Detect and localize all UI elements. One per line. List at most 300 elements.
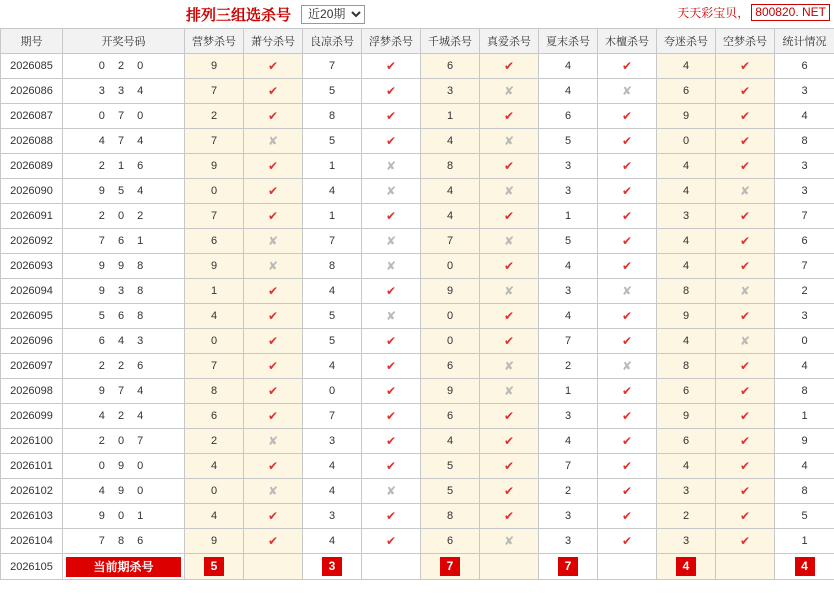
cross-icon: ✘ (362, 479, 421, 504)
check-icon: ✔ (598, 204, 657, 229)
check-icon: ✔ (480, 204, 539, 229)
cell-kill-number: 2 (185, 429, 244, 454)
th-expert-10: 空梦杀号 (716, 29, 775, 54)
kill-number-badge: 4 (676, 557, 696, 576)
cell-kill-number: 8 (775, 379, 834, 404)
check-icon: ✔ (716, 479, 775, 504)
table-row (1, 54, 834, 79)
cross-icon: ✘ (362, 179, 421, 204)
cell-draw-number: 0 2 0 (63, 54, 185, 79)
cell-period: 2026105 (1, 554, 63, 580)
cross-icon: ✘ (716, 279, 775, 304)
cell-kill-number: 3 (539, 529, 598, 554)
check-icon: ✔ (362, 379, 421, 404)
cell-period: 2026086 (1, 79, 63, 104)
check-icon: ✔ (480, 54, 539, 79)
th-expert-7: 夏末杀号 (539, 29, 598, 54)
cell-kill-number: 6 (421, 354, 480, 379)
cell-kill-number: 0 (185, 329, 244, 354)
cell-kill-number: 0 (421, 329, 480, 354)
cell-kill-number: 4 (657, 179, 716, 204)
cross-icon: ✘ (598, 354, 657, 379)
cell-draw-number: 0 7 0 (63, 104, 185, 129)
cell-kill-number: 8 (421, 154, 480, 179)
th-expert-9: 夸迷杀号 (657, 29, 716, 54)
check-icon: ✔ (598, 379, 657, 404)
th-expert-1: 营梦杀号 (185, 29, 244, 54)
cell-draw-number: 2 2 6 (63, 354, 185, 379)
cell-kill-number: 8 (421, 504, 480, 529)
check-icon: ✔ (244, 504, 303, 529)
check-icon: ✔ (244, 54, 303, 79)
table-header (1, 29, 834, 54)
check-icon: ✔ (598, 104, 657, 129)
cell-kill-number: 8 (775, 479, 834, 504)
check-icon: ✔ (716, 454, 775, 479)
cell-kill-number: 7 (775, 254, 834, 279)
check-icon: ✔ (362, 529, 421, 554)
check-icon: ✔ (716, 379, 775, 404)
cell-kill-number: 4 (303, 179, 362, 204)
check-icon: ✔ (480, 329, 539, 354)
kill-number-badge: 5 (204, 557, 224, 576)
cell-kill-number: 1 (775, 404, 834, 429)
cell-kill-number: 2 (539, 479, 598, 504)
cell-kill-number: 4 (303, 279, 362, 304)
cell-kill-number: 9 (775, 429, 834, 454)
check-icon: ✔ (362, 329, 421, 354)
cross-icon: ✘ (362, 154, 421, 179)
cell-period: 2026100 (1, 429, 63, 454)
cell-kill-number: 1 (185, 279, 244, 304)
cell-kill-number: 1 (539, 204, 598, 229)
cell-kill-number: 6 (657, 379, 716, 404)
check-icon: ✔ (598, 129, 657, 154)
th-expert-6: 真爱杀号 (480, 29, 539, 54)
cell-kill-number: 6 (421, 529, 480, 554)
kill-number-badge: 4 (795, 557, 815, 576)
check-icon: ✔ (480, 254, 539, 279)
cell-draw-number: 3 3 4 (63, 79, 185, 104)
cell-kill-number: 8 (775, 129, 834, 154)
check-icon: ✔ (598, 154, 657, 179)
check-icon: ✔ (716, 54, 775, 79)
cell-kill-number: 9 (657, 104, 716, 129)
cell-kill-number: 8 (303, 104, 362, 129)
cell-kill-number: 6 (775, 229, 834, 254)
cell-kill-number: 0 (303, 379, 362, 404)
check-icon: ✔ (598, 179, 657, 204)
cell-kill-number: 3 (657, 479, 716, 504)
cell-current-kill (539, 554, 598, 580)
cell-kill-number: 4 (775, 104, 834, 129)
cell-kill-number: 8 (303, 254, 362, 279)
cell-kill-number: 4 (539, 79, 598, 104)
cell-kill-number: 1 (539, 379, 598, 404)
cell-kill-number: 5 (539, 229, 598, 254)
cell-kill-number: 6 (775, 54, 834, 79)
cell-kill-number: 3 (539, 404, 598, 429)
check-icon: ✔ (244, 204, 303, 229)
cell-kill-number: 1 (775, 529, 834, 554)
cell-period: 2026087 (1, 104, 63, 129)
cell-kill-number: 7 (185, 79, 244, 104)
mark-placeholder (716, 554, 775, 580)
cell-kill-number: 4 (185, 304, 244, 329)
cell-draw-number: 6 4 3 (63, 329, 185, 354)
cell-kill-number: 6 (657, 79, 716, 104)
cross-icon: ✘ (480, 529, 539, 554)
cell-kill-number: 9 (421, 279, 480, 304)
cell-draw-number: 9 7 4 (63, 379, 185, 404)
cell-draw-number: 2 0 7 (63, 429, 185, 454)
check-icon: ✔ (480, 429, 539, 454)
cell-kill-number: 1 (303, 204, 362, 229)
cell-period: 2026102 (1, 479, 63, 504)
table-body (1, 54, 834, 580)
check-icon: ✔ (716, 504, 775, 529)
cell-draw-number: 0 9 0 (63, 454, 185, 479)
cross-icon: ✘ (716, 179, 775, 204)
cell-kill-number: 9 (421, 379, 480, 404)
cell-kill-number: 4 (539, 254, 598, 279)
table-row (1, 479, 834, 504)
check-icon: ✔ (598, 429, 657, 454)
th-expert-8: 木檀杀号 (598, 29, 657, 54)
mark-placeholder (244, 554, 303, 580)
cell-period: 2026103 (1, 504, 63, 529)
check-icon: ✔ (480, 404, 539, 429)
brand-site-box: 800820. NET (751, 4, 830, 21)
cell-kill-number: 4 (303, 454, 362, 479)
cell-kill-number: 6 (185, 404, 244, 429)
check-icon: ✔ (480, 504, 539, 529)
table-row (1, 379, 834, 404)
current-period-row (1, 554, 834, 580)
check-icon: ✔ (598, 229, 657, 254)
check-icon: ✔ (716, 304, 775, 329)
kill-number-table (0, 28, 834, 580)
cross-icon: ✘ (480, 79, 539, 104)
cell-kill-number: 9 (657, 304, 716, 329)
cell-period: 2026093 (1, 254, 63, 279)
check-icon: ✔ (716, 204, 775, 229)
cell-kill-number: 4 (421, 204, 480, 229)
cell-kill-number: 3 (539, 179, 598, 204)
table-row (1, 329, 834, 354)
cell-draw-number: 7 6 1 (63, 229, 185, 254)
check-icon: ✔ (480, 454, 539, 479)
cell-kill-number: 4 (303, 479, 362, 504)
check-icon: ✔ (244, 329, 303, 354)
current-kill-label-text: 当前期杀号 (66, 557, 181, 577)
th-expert-5: 千城杀号 (421, 29, 480, 54)
cross-icon: ✘ (480, 379, 539, 404)
table-row (1, 429, 834, 454)
cell-period: 2026104 (1, 529, 63, 554)
check-icon: ✔ (362, 204, 421, 229)
check-icon: ✔ (362, 454, 421, 479)
check-icon: ✔ (244, 529, 303, 554)
cell-kill-number: 5 (303, 304, 362, 329)
cell-kill-number: 2 (657, 504, 716, 529)
cell-kill-number: 5 (421, 479, 480, 504)
table-row (1, 204, 834, 229)
check-icon: ✔ (362, 279, 421, 304)
table-row (1, 229, 834, 254)
cell-kill-number: 6 (657, 429, 716, 454)
cell-kill-number: 4 (657, 154, 716, 179)
cell-period: 2026097 (1, 354, 63, 379)
cell-draw-number: 9 3 8 (63, 279, 185, 304)
cell-period: 2026094 (1, 279, 63, 304)
cell-period: 2026092 (1, 229, 63, 254)
check-icon: ✔ (598, 329, 657, 354)
cell-kill-number: 6 (539, 104, 598, 129)
cell-draw-number: 9 9 8 (63, 254, 185, 279)
cell-period: 2026091 (1, 204, 63, 229)
cell-draw-number: 9 5 4 (63, 179, 185, 204)
cell-kill-number: 4 (775, 454, 834, 479)
cell-kill-number: 8 (657, 354, 716, 379)
check-icon: ✔ (716, 129, 775, 154)
check-icon: ✔ (716, 154, 775, 179)
cell-draw-number: 4 9 0 (63, 479, 185, 504)
cell-kill-number: 7 (539, 454, 598, 479)
cell-kill-number: 3 (303, 504, 362, 529)
cell-kill-number: 4 (421, 179, 480, 204)
check-icon: ✔ (244, 279, 303, 304)
check-icon: ✔ (362, 104, 421, 129)
check-icon: ✔ (244, 79, 303, 104)
cell-kill-number: 0 (185, 479, 244, 504)
cell-kill-number: 4 (657, 329, 716, 354)
cross-icon: ✘ (480, 279, 539, 304)
cell-draw-number: 2 1 6 (63, 154, 185, 179)
cell-kill-number: 4 (539, 304, 598, 329)
check-icon: ✔ (716, 79, 775, 104)
cell-kill-number: 3 (775, 304, 834, 329)
check-icon: ✔ (362, 504, 421, 529)
cell-period: 2026096 (1, 329, 63, 354)
th-draw: 开奖号码 (63, 29, 185, 54)
table-row (1, 454, 834, 479)
cell-kill-number: 7 (185, 204, 244, 229)
table-row (1, 79, 834, 104)
th-period: 期号 (1, 29, 63, 54)
check-icon: ✔ (244, 154, 303, 179)
cell-kill-number: 1 (303, 154, 362, 179)
table-header-row (1, 29, 834, 54)
cell-kill-number: 6 (421, 404, 480, 429)
cell-kill-number: 7 (539, 329, 598, 354)
cell-kill-number: 4 (303, 529, 362, 554)
check-icon: ✔ (244, 454, 303, 479)
cell-kill-number: 4 (539, 54, 598, 79)
cell-kill-number: 4 (657, 54, 716, 79)
cross-icon: ✘ (598, 79, 657, 104)
table-row (1, 154, 834, 179)
cell-kill-number: 9 (185, 154, 244, 179)
check-icon: ✔ (362, 404, 421, 429)
cell-kill-number: 3 (539, 154, 598, 179)
check-icon: ✔ (244, 104, 303, 129)
cell-kill-number: 7 (185, 129, 244, 154)
cell-kill-number: 4 (185, 454, 244, 479)
cell-kill-number: 3 (775, 154, 834, 179)
cell-current-kill (185, 554, 244, 580)
cell-kill-number: 7 (303, 404, 362, 429)
check-icon: ✔ (598, 404, 657, 429)
cell-kill-number: 6 (185, 229, 244, 254)
cross-icon: ✘ (480, 354, 539, 379)
check-icon: ✔ (244, 404, 303, 429)
cell-kill-number: 0 (185, 179, 244, 204)
cross-icon: ✘ (362, 304, 421, 329)
check-icon: ✔ (244, 304, 303, 329)
cell-current-kill (775, 554, 834, 580)
table-row (1, 279, 834, 304)
table-row (1, 104, 834, 129)
cell-kill-number: 5 (303, 129, 362, 154)
cell-period: 2026098 (1, 379, 63, 404)
page-header (0, 0, 834, 28)
cell-kill-number: 3 (303, 429, 362, 454)
cell-kill-number: 7 (775, 204, 834, 229)
cross-icon: ✘ (244, 479, 303, 504)
cross-icon: ✘ (244, 129, 303, 154)
cell-kill-number: 3 (775, 179, 834, 204)
cell-kill-number: 5 (539, 129, 598, 154)
check-icon: ✔ (598, 254, 657, 279)
current-kill-label (63, 554, 185, 580)
mark-placeholder (480, 554, 539, 580)
cell-kill-number: 3 (539, 504, 598, 529)
cross-icon: ✘ (244, 429, 303, 454)
cell-kill-number: 7 (421, 229, 480, 254)
cell-kill-number: 3 (657, 529, 716, 554)
table-row (1, 529, 834, 554)
cell-period: 2026085 (1, 54, 63, 79)
cell-period: 2026088 (1, 129, 63, 154)
cell-kill-number: 9 (657, 404, 716, 429)
cell-kill-number: 7 (303, 54, 362, 79)
cross-icon: ✘ (362, 229, 421, 254)
cross-icon: ✘ (244, 229, 303, 254)
cell-draw-number: 5 6 8 (63, 304, 185, 329)
cell-kill-number: 7 (185, 354, 244, 379)
check-icon: ✔ (598, 529, 657, 554)
cell-kill-number: 0 (657, 129, 716, 154)
check-icon: ✔ (716, 529, 775, 554)
check-icon: ✔ (716, 404, 775, 429)
cell-period: 2026095 (1, 304, 63, 329)
check-icon: ✔ (362, 79, 421, 104)
cell-kill-number: 2 (539, 354, 598, 379)
check-icon: ✔ (716, 254, 775, 279)
cell-kill-number: 9 (185, 54, 244, 79)
check-icon: ✔ (716, 354, 775, 379)
table-row (1, 179, 834, 204)
check-icon: ✔ (362, 54, 421, 79)
period-range-select[interactable] (301, 5, 365, 24)
th-expert-3: 良凉杀号 (303, 29, 362, 54)
cell-kill-number: 7 (303, 229, 362, 254)
cell-kill-number: 5 (303, 329, 362, 354)
check-icon: ✔ (480, 154, 539, 179)
cell-draw-number: 4 7 4 (63, 129, 185, 154)
table-row (1, 129, 834, 154)
th-expert-4: 浮梦杀号 (362, 29, 421, 54)
check-icon: ✔ (362, 129, 421, 154)
cell-draw-number: 7 8 6 (63, 529, 185, 554)
cell-kill-number: 4 (657, 229, 716, 254)
cell-kill-number: 6 (421, 54, 480, 79)
mark-placeholder (362, 554, 421, 580)
cross-icon: ✘ (598, 279, 657, 304)
cell-kill-number: 1 (421, 104, 480, 129)
cell-draw-number: 9 0 1 (63, 504, 185, 529)
cell-kill-number: 4 (539, 429, 598, 454)
cell-period: 2026090 (1, 179, 63, 204)
kill-number-badge: 7 (558, 557, 578, 576)
cell-kill-number: 9 (185, 529, 244, 554)
table-row (1, 404, 834, 429)
check-icon: ✔ (598, 304, 657, 329)
cell-kill-number: 4 (185, 504, 244, 529)
check-icon: ✔ (716, 429, 775, 454)
table-row (1, 304, 834, 329)
cell-period: 2026089 (1, 154, 63, 179)
check-icon: ✔ (598, 454, 657, 479)
cell-kill-number: 2 (775, 279, 834, 304)
cross-icon: ✘ (362, 254, 421, 279)
cell-draw-number: 2 0 2 (63, 204, 185, 229)
cross-icon: ✘ (716, 329, 775, 354)
cell-current-kill (421, 554, 480, 580)
cell-draw-number: 4 2 4 (63, 404, 185, 429)
cell-period: 2026099 (1, 404, 63, 429)
check-icon: ✔ (480, 304, 539, 329)
kill-number-badge: 3 (322, 557, 342, 576)
cell-kill-number: 4 (775, 354, 834, 379)
brand-area (677, 4, 830, 21)
check-icon: ✔ (480, 104, 539, 129)
check-icon: ✔ (362, 354, 421, 379)
check-icon: ✔ (716, 104, 775, 129)
cell-kill-number: 3 (775, 79, 834, 104)
check-icon: ✔ (244, 179, 303, 204)
table-row (1, 254, 834, 279)
check-icon: ✔ (362, 429, 421, 454)
check-icon: ✔ (480, 479, 539, 504)
th-expert-2: 萧兮杀号 (244, 29, 303, 54)
cross-icon: ✘ (480, 129, 539, 154)
cross-icon: ✘ (480, 229, 539, 254)
cell-kill-number: 8 (657, 279, 716, 304)
cell-kill-number: 5 (421, 454, 480, 479)
table-row (1, 354, 834, 379)
cell-kill-number: 4 (303, 354, 362, 379)
cell-kill-number: 4 (421, 129, 480, 154)
cell-kill-number: 5 (303, 79, 362, 104)
cell-current-kill (303, 554, 362, 580)
th-stat: 统计情况 (775, 29, 834, 54)
cell-kill-number: 0 (421, 254, 480, 279)
cell-period: 2026101 (1, 454, 63, 479)
check-icon: ✔ (244, 379, 303, 404)
brand-label: 天天彩宝贝， (677, 6, 750, 20)
